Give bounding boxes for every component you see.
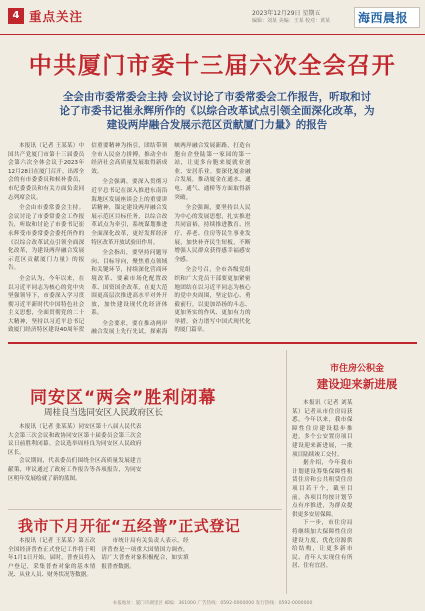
header-rule bbox=[0, 34, 425, 35]
story-housing-body bbox=[292, 399, 418, 593]
story-tongan-body bbox=[8, 423, 282, 503]
date-line: 2023年12月29日 星期五 bbox=[252, 10, 321, 17]
story-housing-title[interactable]: 建设迎来新进展 bbox=[316, 377, 398, 391]
page-footer: 本报地址：厦门市湖里区 邮编：361000 广告热线：0592-0000000 发行热线：0592-0000000 bbox=[112, 601, 313, 606]
article-paragraph: 全会强调，要深入贯彻习近平总书记在深入推进东南沿海地区发展座谈会上的重要讲话精神，锚定建设两岸融合发展示范区目标任务，以综合改革试点为牵引，系统谋划推进全面深化改革，更好发挥经济特区改革开放试验田作用。 bbox=[91, 179, 168, 246]
story-housing-kicker: 市住房公积金 bbox=[329, 364, 384, 374]
section-label: 重点关注 bbox=[29, 9, 84, 24]
article-paragraph: 全会要求，要在推动两岸融合发展上先行先试，探索海峡两岸融合发展新路，打造台胞台企登陆第一家园的第一站，让更多台胞来厦就业创业、安居乐业。要深化厦金融合发展，推动厦金在通水、通电、通气、通桥等方面取得新突破。 bbox=[91, 143, 251, 336]
column-rule bbox=[286, 350, 287, 594]
story-census-body bbox=[8, 537, 282, 595]
story-tongan-title[interactable]: 同安区“两会”胜利闭幕 bbox=[30, 388, 217, 408]
page-header bbox=[0, 0, 425, 36]
page-number-badge: 4 bbox=[8, 8, 24, 24]
editor-line: 编辑：刘某 美编：王某 校对：黄某 bbox=[252, 18, 331, 24]
masthead-text: 海西晨报 bbox=[358, 11, 409, 25]
story-divider bbox=[8, 509, 282, 510]
article-paragraph: 会议期间，代表委员们围绕全区高质量发展建言献策，审议通过了政府工作报告等各项报告，为同安区明年发展绘就了新的蓝图。 bbox=[8, 458, 142, 482]
story-census-title[interactable]: 我市下月开征“五经普”正式登记 bbox=[18, 517, 241, 535]
article-paragraph: 市统计局有关负责人表示，经济普查是一项重大国情国力调查，请广大普查对象积极配合，如实填报普查数据。 bbox=[101, 538, 189, 570]
masthead-logo[interactable] bbox=[354, 7, 420, 28]
article-paragraph: 本报讯（记者 王某某）第五次全国经济普查正式登记工作将于明年1月1日开始。届时，普查员将入户登记，采集普查对象的基本情况、从业人员、财务状况等数据。 bbox=[8, 538, 96, 579]
article-paragraph: 全会强调，要坚持以人民为中心的发展思想，扎实推进共同富裕，持续推进教育、医疗、养老、住房等民生事业发展，加快补齐民生短板，不断增强人民群众获得感幸福感安全感。 bbox=[174, 205, 251, 263]
article-paragraph: 全会号召，全市各级党组织和广大党员干部要更加紧密地团结在以习近平同志为核心的党中央周围，坚定信心、勇毅前行，以更加昂扬的斗志、更加务实的作风、更加有力的举措，奋力谱写中国式现代化的厦门篇章。 bbox=[174, 267, 251, 334]
article-paragraph: 本报讯（记者 王某某）中国共产党厦门市第十三届委员会第六次全体会议于2023年12月28日在厦门召开。出席全会的有市委委员和候补委员，市纪委委员和有关方面负责同志列席会议。 bbox=[8, 143, 85, 201]
article-paragraph: 全会由市委常委会主持。会议讨论了市委常委会工作报告，听取和讨论了市委书记崔永辉受市委常委会委托所作的《以综合改革试点引领全面深化改革，为建设两岸融合发展示范区贡献厦门力量》的报告。 bbox=[8, 205, 85, 272]
article-paragraph: 据介绍，今年我市计划建设筹集保障性租赁住房和公共租赁住房项目若干个，截至目前，各项目均按计划节点有序推进，为群众提供更多安居保障。 bbox=[292, 460, 353, 518]
article-paragraph: 全会指出，要坚持问题导向、目标导向，聚焦重点领域和关键环节，持续深化营商环境改革、要素市场化配置改革、国资国企改革，在更大范围更高层次推进高水平对外开放，加快建设现代化经济体系。 bbox=[91, 250, 168, 317]
article-paragraph: 本报讯（记者 张某某）同安区第十八届人民代表大会第三次会议和政协同安区第十届委员会第三次会议日前胜利闭幕。会议选举周桂良为同安区人民政府区长。 bbox=[8, 424, 142, 456]
article-paragraph: 全会认为，今年以来，在以习近平同志为核心的党中央坚强领导下，市委深入学习贯彻习近平新时代中国特色社会主义思想，全面贯彻党的二十大精神，坚持以习近平总书记致厦门经济特区建设40周年贺信重要精神为指引，团结带领全市人民奋力拼搏，推动全市经济社会高质量发展取得新成效。 bbox=[8, 143, 168, 334]
article-paragraph: 下一步，市住房局将继续加大保障性住房建设力度，优化房源供给结构，让更多新市民、青年人实现住有所居、住有宜居。 bbox=[292, 520, 353, 570]
story-divider bbox=[8, 342, 417, 344]
main-article-body bbox=[8, 142, 417, 338]
story-tongan-subtitle: 周桂良当选同安区人民政府区长 bbox=[44, 408, 164, 418]
main-headline[interactable]: 中共厦门市委十三届六次全会召开 bbox=[28, 53, 397, 79]
main-subhead: 全会由市委常委会主持 会议讨论了市委常委会工作报告，听取和讨论了市委书记崔永辉所作的《以综合改革试点引领全面深化改革，为建设两岸融合发展示范区贡献厦门力量》的报告 bbox=[59, 91, 375, 131]
article-paragraph: 本报讯（记者 刘某某）记者从市住房局获悉，今年以来，我市保障性住房建设稳步推进，多个公安置房项目建设迎来新进展，一批项目陆续竣工交付。 bbox=[292, 400, 353, 458]
